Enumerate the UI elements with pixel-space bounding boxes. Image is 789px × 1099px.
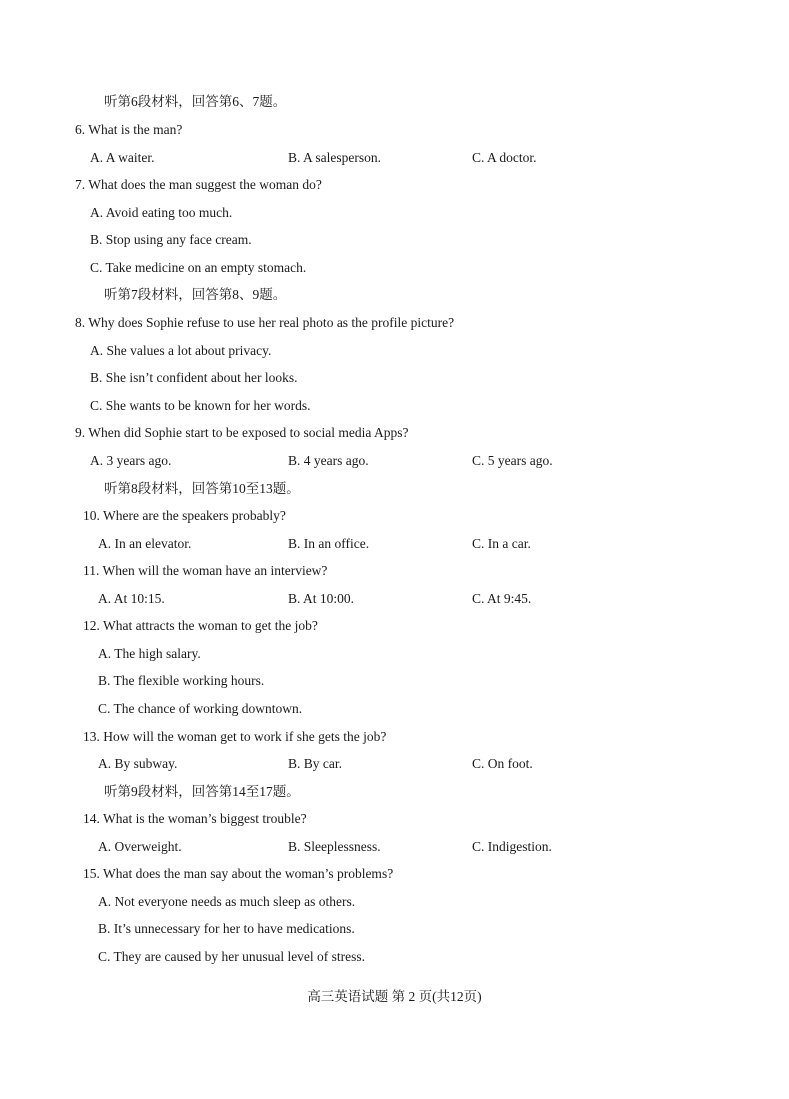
- question-13-stem: 13. How will the woman get to work if she gets the job?: [83, 729, 387, 744]
- question-10-stem: 10. Where are the speakers probably?: [83, 508, 286, 523]
- question-6-option-c: C. A doctor.: [472, 150, 537, 165]
- question-14-stem: 14. What is the woman’s biggest trouble?: [83, 811, 307, 826]
- section-intro-6: 听第6段材料，回答第6、7题。: [104, 94, 287, 109]
- section-intro-7: 听第7段材料，回答第8、9题。: [104, 287, 287, 302]
- question-8-stem: 8. Why does Sophie refuse to use her real photo as the profile picture?: [75, 315, 455, 330]
- question-7-option-b: B. Stop using any face cream.: [90, 232, 252, 247]
- question-13-option-c: C. On foot.: [472, 756, 533, 771]
- question-14-option-c: C. Indigestion.: [472, 839, 552, 854]
- question-15-option-b: B. It’s unnecessary for her to have medications.: [98, 921, 355, 936]
- question-14-option-a: A. Overweight.: [98, 839, 182, 854]
- question-12-stem: 12. What attracts the woman to get the job?: [83, 618, 318, 633]
- question-8-option-b: B. She isn’t confident about her looks.: [90, 370, 298, 385]
- question-11-stem: 11. When will the woman have an interview?: [83, 563, 328, 578]
- question-13-option-a: A. By subway.: [98, 756, 178, 771]
- question-15-stem: 15. What does the man say about the woman’s problems?: [83, 866, 394, 881]
- question-13-option-b: B. By car.: [288, 756, 342, 771]
- question-15-option-a: A. Not everyone needs as much sleep as others.: [98, 894, 356, 909]
- section-intro-9: 听第9段材料，回答第14至17题。: [104, 784, 300, 799]
- question-9-option-c: C. 5 years ago.: [472, 453, 553, 468]
- question-11-option-c: C. At 9:45.: [472, 591, 532, 606]
- question-11-option-b: B. At 10:00.: [288, 591, 355, 606]
- section-intro-8: 听第8段材料，回答第10至13题。: [104, 481, 300, 496]
- question-10-option-a: A. In an elevator.: [98, 536, 192, 551]
- question-7-option-c: C. Take medicine on an empty stomach.: [90, 260, 307, 275]
- question-8-option-a: A. She values a lot about privacy.: [90, 343, 272, 358]
- question-6-option-b: B. A salesperson.: [288, 150, 381, 165]
- question-9-option-b: B. 4 years ago.: [288, 453, 369, 468]
- question-10-option-b: B. In an office.: [288, 536, 370, 551]
- question-12-option-c: C. The chance of working downtown.: [98, 701, 303, 716]
- question-14-option-b: B. Sleeplessness.: [288, 839, 381, 854]
- question-6-option-a: A. A waiter.: [90, 150, 155, 165]
- question-12-option-b: B. The flexible working hours.: [98, 673, 265, 688]
- page-footer: 高三英语试题 第 2 页(共12页): [307, 989, 482, 1004]
- question-12-option-a: A. The high salary.: [98, 646, 201, 661]
- question-11-option-a: A. At 10:15.: [98, 591, 165, 606]
- question-8-option-c: C. She wants to be known for her words.: [90, 398, 311, 413]
- question-15-option-c: C. They are caused by her unusual level of stress.: [98, 949, 366, 964]
- question-9-stem: 9. When did Sophie start to be exposed to social media Apps?: [75, 425, 409, 440]
- question-7-stem: 7. What does the man suggest the woman do?: [75, 177, 322, 192]
- question-7-option-a: A. Avoid eating too much.: [90, 205, 233, 220]
- question-6-stem: 6. What is the man?: [75, 122, 183, 137]
- question-10-option-c: C. In a car.: [472, 536, 531, 551]
- question-9-option-a: A. 3 years ago.: [90, 453, 172, 468]
